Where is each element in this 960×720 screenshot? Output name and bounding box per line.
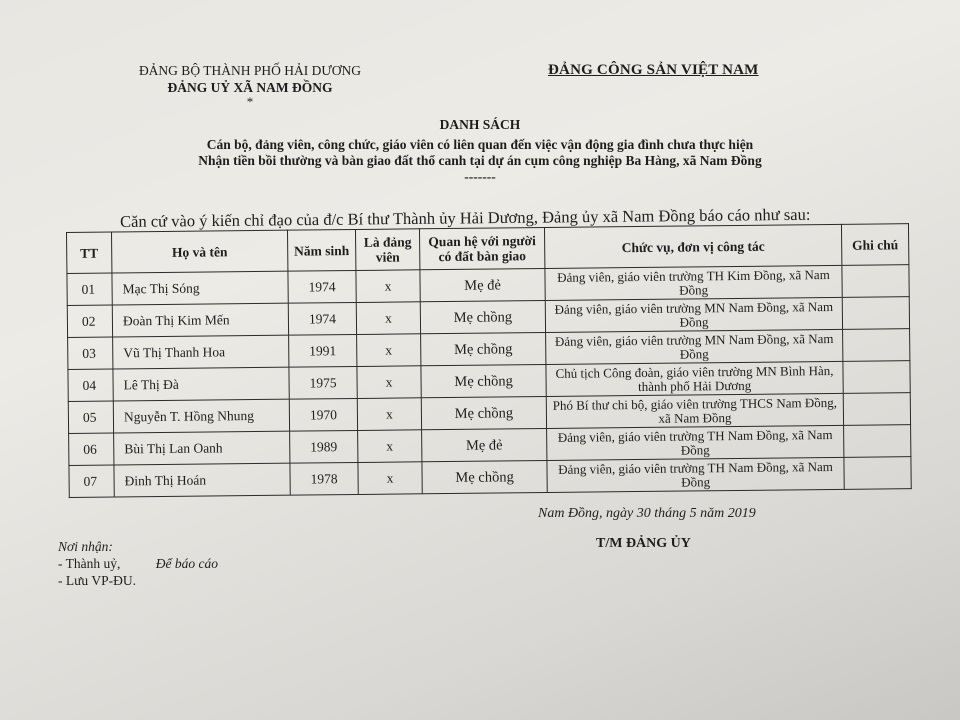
cell-relation: Mẹ chồng	[421, 332, 546, 365]
cell-member: x	[358, 430, 422, 463]
issuer-mark: *	[246, 94, 254, 109]
cell-tt: 07	[69, 465, 114, 497]
intro-paragraph: Căn cứ vào ý kiến chỉ đạo của đ/c Bí thư Thành ủy Hải Dương, Đảng ủy xã Nam Đồng báo cáo như sau:	[120, 204, 811, 231]
cell-tt: 02	[67, 305, 112, 337]
cell-name: Đinh Thị Hoán	[114, 463, 290, 497]
cell-relation: Mẹ chồng	[422, 460, 547, 493]
title-line-1: Cán bộ, đảng viên, công chức, giáo viên có liên quan đến việc vận động gia đình chưa thực hiện	[206, 137, 754, 152]
header-note: Ghi chú	[841, 224, 908, 266]
cell-member: x	[356, 302, 420, 335]
cell-name: Vũ Thị Thanh Hoa	[113, 335, 289, 369]
cell-name: Bùi Thị Lan Oanh	[114, 431, 290, 465]
cell-tt: 01	[67, 273, 112, 305]
recipient-1: - Thành uỷ,	[58, 556, 121, 571]
recipient-1-purpose: Để báo cáo	[155, 556, 218, 571]
cell-member: x	[357, 366, 421, 399]
cell-year: 1975	[289, 366, 357, 399]
recipient-2: - Lưu VP-ĐU.	[58, 573, 136, 588]
cell-note	[842, 265, 909, 298]
cell-tt: 05	[68, 401, 113, 433]
header-relation: Quan hệ với người có đất bàn giao	[419, 227, 544, 269]
recipients-block	[58, 538, 218, 589]
cell-relation: Mẹ chồng	[421, 364, 546, 397]
cell-note	[844, 457, 911, 490]
cell-relation: Mẹ đẻ	[420, 268, 545, 301]
cell-name: Nguyễn T. Hồng Nhung	[113, 399, 289, 433]
cell-position: Đảng viên, giáo viên trường TH Nam Đồng, xã Nam Đồng	[547, 425, 844, 460]
cell-position: Phó Bí thư chi bộ, giáo viên trường THCS Nam Đồng, xã Nam Đồng	[546, 393, 843, 428]
issuer-block	[120, 62, 380, 108]
title-line-2: Nhận tiền bồi thường và bàn giao đất thổ canh tại dự án cụm công nghiệp Ba Hàng, xã Nam Đồng	[198, 153, 762, 168]
document-title	[0, 117, 960, 185]
header-year: Năm sinh	[287, 229, 355, 271]
cell-relation: Mẹ chồng	[420, 300, 545, 333]
cell-position: Đảng viên, giáo viên trường TH Kim Đồng, xã Nam Đồng	[545, 265, 842, 300]
list-table-wrapper	[66, 223, 911, 498]
cell-name: Đoàn Thị Kim Mến	[112, 303, 288, 337]
title-heading: DANH SÁCH	[439, 117, 521, 132]
cell-position: Đảng viên, giáo viên trường MN Nam Đồng, xã Nam Đồng	[546, 329, 843, 364]
header-member: Là đảng viên	[355, 229, 419, 271]
title-rule: -------	[464, 169, 496, 184]
recipient-line	[58, 555, 218, 572]
cell-member: x	[357, 334, 421, 367]
cell-member: x	[357, 398, 421, 431]
cell-note	[844, 425, 911, 458]
cell-position: Đảng viên, giáo viên trường MN Nam Đồng, xã Nam Đồng	[545, 297, 842, 332]
cell-tt: 04	[68, 369, 113, 401]
cell-member: x	[356, 270, 420, 303]
cell-note	[843, 329, 910, 362]
list-table	[66, 223, 912, 498]
issuer-line-2: ĐẢNG UỶ XÃ NAM ĐỒNG	[167, 80, 333, 95]
cell-note	[843, 393, 910, 426]
party-name: ĐẢNG CÔNG SẢN VIỆT NAM	[548, 62, 759, 78]
cell-year: 1991	[289, 334, 357, 367]
date-line: Nam Đồng, ngày 30 tháng 5 năm 2019	[538, 506, 756, 521]
cell-position: Đảng viên, giáo viên trường TH Nam Đồng, xã Nam Đồng	[547, 457, 844, 492]
signature-title: T/M ĐẢNG ỦY	[596, 536, 691, 551]
recipients-label: Nơi nhận:	[58, 539, 113, 554]
cell-name: Lê Thị Đà	[113, 367, 289, 401]
cell-note	[843, 361, 910, 394]
cell-tt: 03	[68, 337, 113, 369]
header-name: Họ và tên	[112, 230, 288, 273]
cell-year: 1989	[290, 430, 358, 463]
cell-year: 1974	[288, 270, 356, 303]
cell-relation: Mẹ đẻ	[422, 428, 547, 461]
header-position: Chức vụ, đơn vị công tác	[544, 224, 841, 268]
cell-year: 1970	[289, 398, 357, 431]
cell-tt: 06	[69, 433, 114, 465]
cell-year: 1978	[290, 462, 358, 495]
cell-name: Mạc Thị Sóng	[112, 271, 288, 305]
header-tt: TT	[67, 232, 112, 273]
cell-year: 1974	[288, 302, 356, 335]
cell-member: x	[358, 462, 422, 495]
cell-relation: Mẹ chồng	[421, 396, 546, 429]
cell-note	[842, 297, 909, 330]
issuer-line-1: ĐẢNG BỘ THÀNH PHỐ HẢI DƯƠNG	[138, 63, 362, 78]
cell-position: Chủ tịch Công đoàn, giáo viên trường MN Bình Hàn, thành phố Hải Dương	[546, 361, 843, 396]
